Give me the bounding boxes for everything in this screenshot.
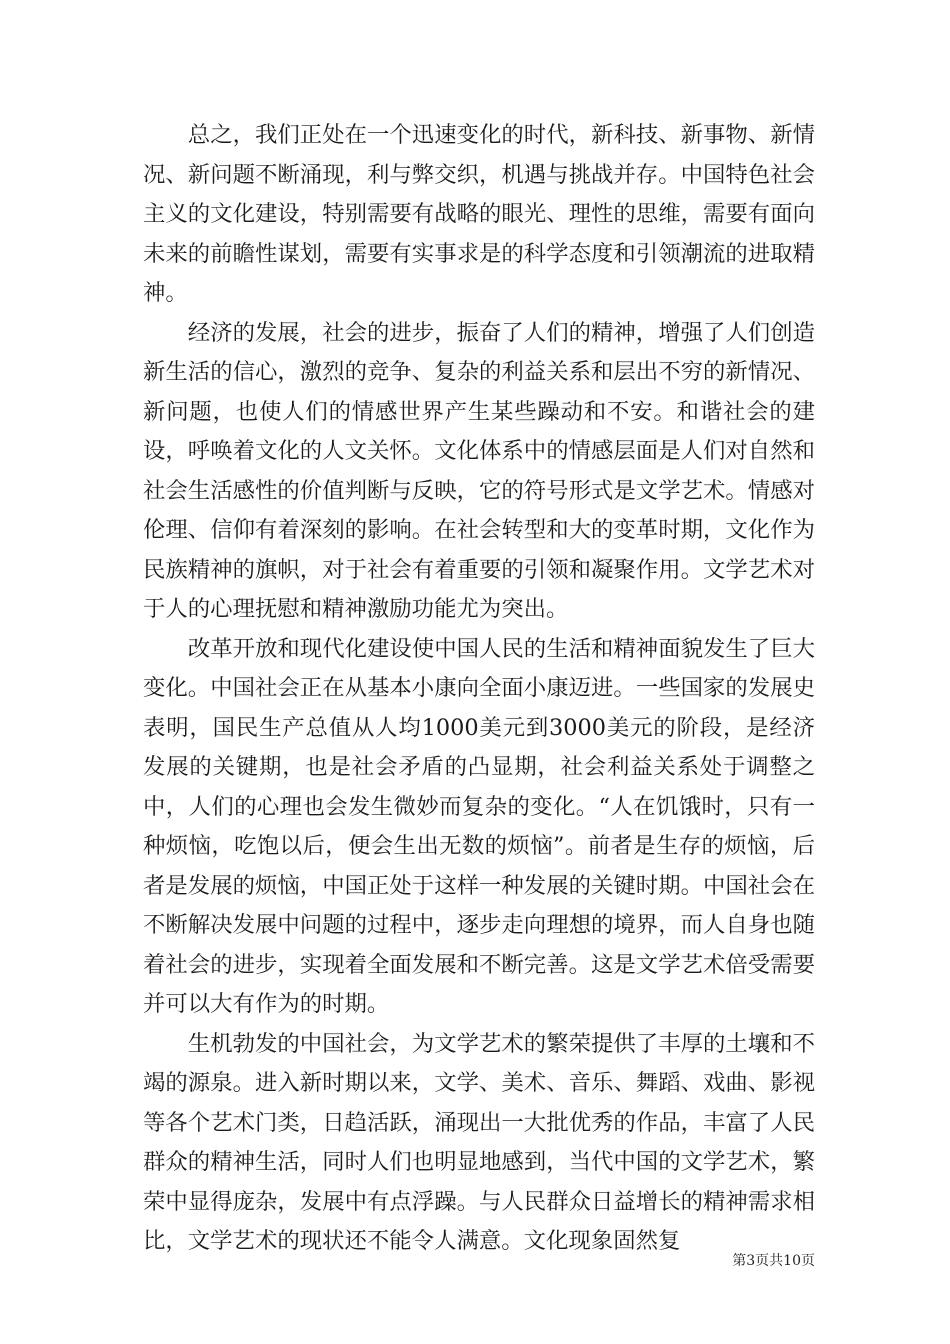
paragraph-3: 改革开放和现代化建设使中国人民的生活和精神面貌发生了巨大变化。中国社会正在从基本小康向全面小康迈进。一些国家的发展史表明，国民生产总值从人均1000美元到3000美元的阶段，是经济发展的关键期，也是社会矛盾的凸显期，社会利益关系处于调整之中，人们的心理也会发生微妙而复杂的变化。“人在饥饿时，只有一种烦恼，吃饱以后，便会生出无数的烦恼”。前者是生存的烦恼，后者是发展的烦恼，中国正处于这样一种发展的关键时期。中国社会在不断解决发展中问题的过程中，逐步走向理想的境界，而人自身也随着社会的进步，实现着全面发展和不断完善。这是文学艺术倍受需要并可以大有作为的时期。 (143, 635, 815, 1017)
page-number-footer: 第3页共10页 (732, 1253, 815, 1269)
paragraph-4: 生机勃发的中国社会，为文学艺术的繁荣提供了丰厚的土壤和不竭的源泉。进入新时期以来，文学、美术、音乐、舞蹈、戏曲、影视等各个艺术门类，日趋活跃，涌现出一大批优秀的作品，丰富了人民群众的精神生活，同时人们也明显地感到，当代中国的文学艺术，繁荣中显得庞杂，发展中有点浮躁。与人民群众日益增长的精神需求相比，文学艺术的现状还不能令人满意。文化现象固然复 (143, 1030, 815, 1254)
paragraph-1: 总之，我们正处在一个迅速变化的时代，新科技、新事物、新情况、新问题不断涌现，利与弊交织，机遇与挑战并存。中国特色社会主义的文化建设，特别需要有战略的眼光、理性的思维，需要有面向未来的前瞻性谋划，需要有实事求是的科学态度和引领潮流的进取精神。 (143, 122, 815, 306)
document-page (143, 116, 815, 1262)
paragraph-2: 经济的发展，社会的进步，振奋了人们的精神，增强了人们创造新生活的信心，激烈的竞争、复杂的利益关系和层出不穷的新情况、新问题，也使人们的情感世界产生某些躁动和不安。和谐社会的建设，呼唤着文化的人文关怀。文化体系中的情感层面是人们对自然和社会生活感性的价值判断与反映，它的符号形式是文学艺术。情感对伦理、信仰有着深刻的影响。在社会转型和大的变革时期，文化作为民族精神的旗帜，对于社会有着重要的引领和凝聚作用。文学艺术对于人的心理抚慰和精神激励功能尤为突出。 (143, 319, 815, 622)
